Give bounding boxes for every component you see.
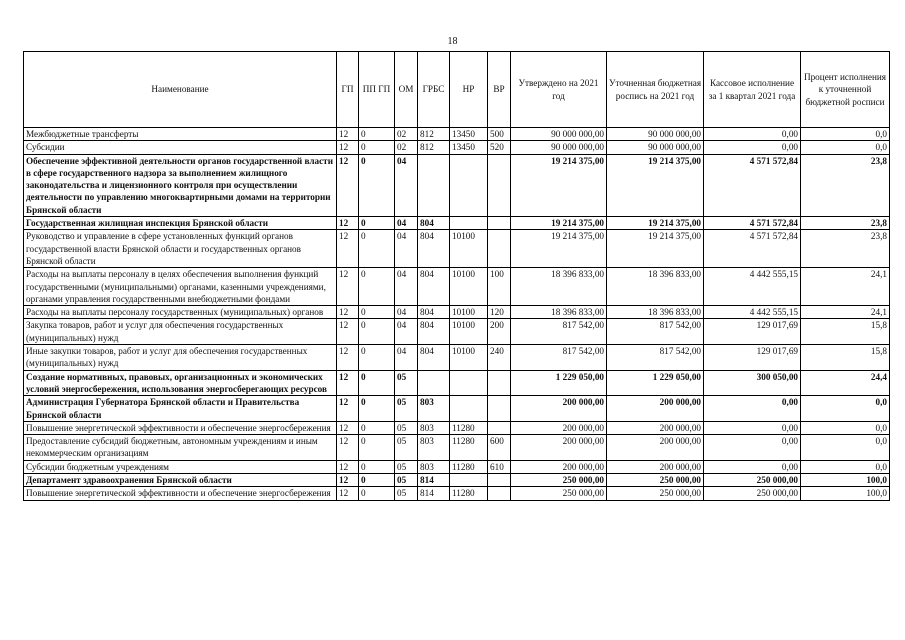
cell-gp: 12 — [337, 460, 359, 473]
cell-executed: 0,00 — [704, 460, 801, 473]
cell-executed: 4 442 555,15 — [704, 268, 801, 306]
cell-nr: 10100 — [450, 306, 488, 319]
cell-approved: 1 229 050,00 — [511, 370, 607, 396]
table-row — [24, 128, 890, 141]
cell-nr: 10100 — [450, 268, 488, 306]
cell-approved: 200 000,00 — [511, 421, 607, 434]
cell-name: Департамент здравоохранения Брянской области — [24, 474, 337, 487]
cell-om: 04 — [395, 345, 418, 371]
cell-name: Предоставление субсидий бюджетным, автономным учреждениям и иным некоммерческим организациям — [24, 435, 337, 461]
cell-executed: 4 571 572,84 — [704, 154, 801, 216]
table-row — [24, 435, 890, 461]
cell-executed: 250 000,00 — [704, 487, 801, 500]
cell-ppgp: 0 — [359, 487, 395, 500]
table-row — [24, 230, 890, 268]
cell-approved: 90 000 000,00 — [511, 141, 607, 154]
cell-percent: 100,0 — [801, 487, 890, 500]
cell-name: Закупка товаров, работ и услуг для обеспечения государственных (муниципальных) нужд — [24, 319, 337, 345]
cell-executed: 250 000,00 — [704, 474, 801, 487]
cell-om: 05 — [395, 460, 418, 473]
header-gp: ГП — [337, 52, 359, 128]
cell-refined: 90 000 000,00 — [607, 128, 704, 141]
cell-gp: 12 — [337, 319, 359, 345]
cell-grbs — [418, 154, 450, 216]
cell-approved: 200 000,00 — [511, 435, 607, 461]
cell-vr: 240 — [488, 345, 511, 371]
table-row — [24, 370, 890, 396]
cell-nr: 11280 — [450, 460, 488, 473]
cell-percent: 23,8 — [801, 230, 890, 268]
table-row — [24, 487, 890, 500]
cell-refined: 250 000,00 — [607, 474, 704, 487]
cell-grbs: 804 — [418, 268, 450, 306]
cell-vr: 100 — [488, 268, 511, 306]
table-row — [24, 141, 890, 154]
cell-vr — [488, 474, 511, 487]
cell-approved: 200 000,00 — [511, 396, 607, 422]
cell-nr: 11280 — [450, 435, 488, 461]
cell-approved: 90 000 000,00 — [511, 128, 607, 141]
cell-executed: 0,00 — [704, 128, 801, 141]
header-name: Наименование — [24, 52, 337, 128]
cell-approved: 19 214 375,00 — [511, 217, 607, 230]
cell-ppgp: 0 — [359, 370, 395, 396]
cell-name: Иные закупки товаров, работ и услуг для обеспечения государственных (муниципальных) нужд — [24, 345, 337, 371]
cell-grbs: 804 — [418, 319, 450, 345]
cell-vr: 600 — [488, 435, 511, 461]
header-executed: Кассовое исполнение за 1 квартал 2021 года — [704, 52, 801, 128]
table-body — [24, 128, 890, 501]
cell-grbs: 803 — [418, 435, 450, 461]
cell-name: Обеспечение эффективной деятельности органов государственной власти в сфере государственного надзора за выполнением жилищного законодательства и лицензионного контроля при осуществлении деятельности по управлению многоквартирными домами на территории Брянской области — [24, 154, 337, 216]
header-ppgp: ПП ГП — [359, 52, 395, 128]
cell-grbs: 814 — [418, 487, 450, 500]
cell-approved: 817 542,00 — [511, 319, 607, 345]
cell-executed: 0,00 — [704, 421, 801, 434]
cell-om: 04 — [395, 319, 418, 345]
cell-om: 05 — [395, 396, 418, 422]
cell-name: Расходы на выплаты персоналу государственных (муниципальных) органов — [24, 306, 337, 319]
cell-percent: 0,0 — [801, 128, 890, 141]
cell-vr: 120 — [488, 306, 511, 319]
cell-ppgp: 0 — [359, 268, 395, 306]
cell-refined: 200 000,00 — [607, 421, 704, 434]
cell-percent: 24,1 — [801, 268, 890, 306]
cell-gp: 12 — [337, 154, 359, 216]
cell-nr — [450, 474, 488, 487]
cell-percent: 24,1 — [801, 306, 890, 319]
cell-refined: 18 396 833,00 — [607, 306, 704, 319]
cell-name: Расходы на выплаты персоналу в целях обеспечения выполнения функций государственными (муниципальными) органами, казенными учреждениями, органами управления государственными внебюджетными фондами — [24, 268, 337, 306]
cell-percent: 15,8 — [801, 319, 890, 345]
cell-refined: 200 000,00 — [607, 435, 704, 461]
cell-grbs: 812 — [418, 128, 450, 141]
cell-ppgp: 0 — [359, 217, 395, 230]
cell-percent: 15,8 — [801, 345, 890, 371]
cell-nr — [450, 154, 488, 216]
cell-name: Государственная жилищная инспекция Брянской области — [24, 217, 337, 230]
table-row — [24, 460, 890, 473]
cell-executed: 129 017,69 — [704, 319, 801, 345]
cell-vr — [488, 230, 511, 268]
cell-grbs: 814 — [418, 474, 450, 487]
cell-ppgp: 0 — [359, 474, 395, 487]
cell-refined: 200 000,00 — [607, 396, 704, 422]
cell-om: 05 — [395, 421, 418, 434]
page-number: 18 — [447, 36, 458, 47]
cell-vr — [488, 217, 511, 230]
cell-grbs — [418, 370, 450, 396]
cell-gp: 12 — [337, 141, 359, 154]
cell-ppgp: 0 — [359, 230, 395, 268]
table-row — [24, 474, 890, 487]
cell-approved: 18 396 833,00 — [511, 306, 607, 319]
header-percent: Процент исполнения к уточненной бюджетной росписи — [801, 52, 890, 128]
cell-approved: 817 542,00 — [511, 345, 607, 371]
cell-nr: 10100 — [450, 230, 488, 268]
cell-vr: 200 — [488, 319, 511, 345]
cell-om: 05 — [395, 370, 418, 396]
cell-percent: 24,4 — [801, 370, 890, 396]
cell-name: Повышение энергетической эффективности и обеспечение энергосбережения — [24, 487, 337, 500]
cell-om: 04 — [395, 154, 418, 216]
cell-gp: 12 — [337, 487, 359, 500]
header-om: ОМ — [395, 52, 418, 128]
table-row — [24, 306, 890, 319]
cell-executed: 4 571 572,84 — [704, 217, 801, 230]
cell-percent: 23,8 — [801, 217, 890, 230]
cell-grbs: 804 — [418, 217, 450, 230]
cell-gp: 12 — [337, 306, 359, 319]
cell-grbs: 804 — [418, 345, 450, 371]
cell-grbs: 812 — [418, 141, 450, 154]
cell-refined: 19 214 375,00 — [607, 154, 704, 216]
cell-ppgp: 0 — [359, 306, 395, 319]
cell-vr — [488, 396, 511, 422]
cell-refined: 18 396 833,00 — [607, 268, 704, 306]
cell-gp: 12 — [337, 435, 359, 461]
cell-vr: 500 — [488, 128, 511, 141]
cell-approved: 19 214 375,00 — [511, 154, 607, 216]
cell-percent: 100,0 — [801, 474, 890, 487]
cell-name: Руководство и управление в сфере установленных функций органов государственной власти Брянской области и государственных органов Брянской области — [24, 230, 337, 268]
cell-ppgp: 0 — [359, 421, 395, 434]
cell-percent: 0,0 — [801, 421, 890, 434]
cell-percent: 0,0 — [801, 396, 890, 422]
table-row — [24, 345, 890, 371]
table-row — [24, 421, 890, 434]
cell-refined: 250 000,00 — [607, 487, 704, 500]
cell-gp: 12 — [337, 421, 359, 434]
cell-approved: 18 396 833,00 — [511, 268, 607, 306]
table-row — [24, 217, 890, 230]
cell-ppgp: 0 — [359, 435, 395, 461]
cell-name: Создание нормативных, правовых, организационных и экономических условий энергосбережения, использования энергосберегающих ресурсов — [24, 370, 337, 396]
cell-nr: 13450 — [450, 141, 488, 154]
cell-percent: 0,0 — [801, 460, 890, 473]
cell-gp: 12 — [337, 230, 359, 268]
cell-refined: 19 214 375,00 — [607, 230, 704, 268]
cell-grbs: 804 — [418, 230, 450, 268]
cell-refined: 90 000 000,00 — [607, 141, 704, 154]
cell-vr — [488, 421, 511, 434]
header-refined: Уточненная бюджетная роспись на 2021 год — [607, 52, 704, 128]
cell-executed: 4 442 555,15 — [704, 306, 801, 319]
cell-name: Субсидии — [24, 141, 337, 154]
table-row — [24, 154, 890, 216]
cell-refined: 817 542,00 — [607, 345, 704, 371]
cell-nr: 11280 — [450, 421, 488, 434]
header-vr: ВР — [488, 52, 511, 128]
header-grbs: ГРБС — [418, 52, 450, 128]
cell-nr — [450, 370, 488, 396]
cell-nr: 10100 — [450, 319, 488, 345]
cell-ppgp: 0 — [359, 154, 395, 216]
cell-om: 04 — [395, 230, 418, 268]
cell-grbs: 803 — [418, 396, 450, 422]
cell-vr — [488, 370, 511, 396]
cell-approved: 250 000,00 — [511, 474, 607, 487]
cell-executed: 129 017,69 — [704, 345, 801, 371]
cell-ppgp: 0 — [359, 345, 395, 371]
cell-ppgp: 0 — [359, 319, 395, 345]
cell-gp: 12 — [337, 128, 359, 141]
header-nr: НР — [450, 52, 488, 128]
cell-gp: 12 — [337, 217, 359, 230]
cell-nr: 13450 — [450, 128, 488, 141]
cell-name: Повышение энергетической эффективности и обеспечение энергосбережения — [24, 421, 337, 434]
cell-refined: 200 000,00 — [607, 460, 704, 473]
cell-vr — [488, 487, 511, 500]
cell-refined: 19 214 375,00 — [607, 217, 704, 230]
cell-ppgp: 0 — [359, 128, 395, 141]
cell-nr: 11280 — [450, 487, 488, 500]
cell-ppgp: 0 — [359, 396, 395, 422]
cell-executed: 0,00 — [704, 435, 801, 461]
cell-nr: 10100 — [450, 345, 488, 371]
table-row — [24, 396, 890, 422]
budget-table — [23, 51, 890, 501]
cell-gp: 12 — [337, 474, 359, 487]
table-row — [24, 268, 890, 306]
cell-gp: 12 — [337, 370, 359, 396]
cell-refined: 817 542,00 — [607, 319, 704, 345]
cell-om: 02 — [395, 128, 418, 141]
cell-grbs: 803 — [418, 421, 450, 434]
cell-percent: 0,0 — [801, 141, 890, 154]
cell-om: 05 — [395, 487, 418, 500]
cell-executed: 0,00 — [704, 396, 801, 422]
cell-name: Субсидии бюджетным учреждениям — [24, 460, 337, 473]
cell-om: 02 — [395, 141, 418, 154]
cell-om: 05 — [395, 435, 418, 461]
cell-approved: 200 000,00 — [511, 460, 607, 473]
cell-executed: 4 571 572,84 — [704, 230, 801, 268]
cell-grbs: 803 — [418, 460, 450, 473]
cell-gp: 12 — [337, 396, 359, 422]
cell-refined: 1 229 050,00 — [607, 370, 704, 396]
cell-vr — [488, 154, 511, 216]
cell-gp: 12 — [337, 345, 359, 371]
cell-om: 04 — [395, 217, 418, 230]
cell-ppgp: 0 — [359, 141, 395, 154]
table-row — [24, 319, 890, 345]
cell-nr — [450, 217, 488, 230]
cell-ppgp: 0 — [359, 460, 395, 473]
cell-percent: 0,0 — [801, 435, 890, 461]
cell-vr: 610 — [488, 460, 511, 473]
cell-gp: 12 — [337, 268, 359, 306]
cell-approved: 19 214 375,00 — [511, 230, 607, 268]
cell-percent: 23,8 — [801, 154, 890, 216]
cell-vr: 520 — [488, 141, 511, 154]
cell-om: 05 — [395, 474, 418, 487]
cell-nr — [450, 396, 488, 422]
cell-name: Межбюджетные трансферты — [24, 128, 337, 141]
header-approved: Утверждено на 2021 год — [511, 52, 607, 128]
cell-executed: 0,00 — [704, 141, 801, 154]
cell-om: 04 — [395, 268, 418, 306]
cell-approved: 250 000,00 — [511, 487, 607, 500]
cell-executed: 300 050,00 — [704, 370, 801, 396]
cell-om: 04 — [395, 306, 418, 319]
header-row — [24, 52, 890, 128]
cell-name: Администрация Губернатора Брянской области и Правительства Брянской области — [24, 396, 337, 422]
cell-grbs: 804 — [418, 306, 450, 319]
